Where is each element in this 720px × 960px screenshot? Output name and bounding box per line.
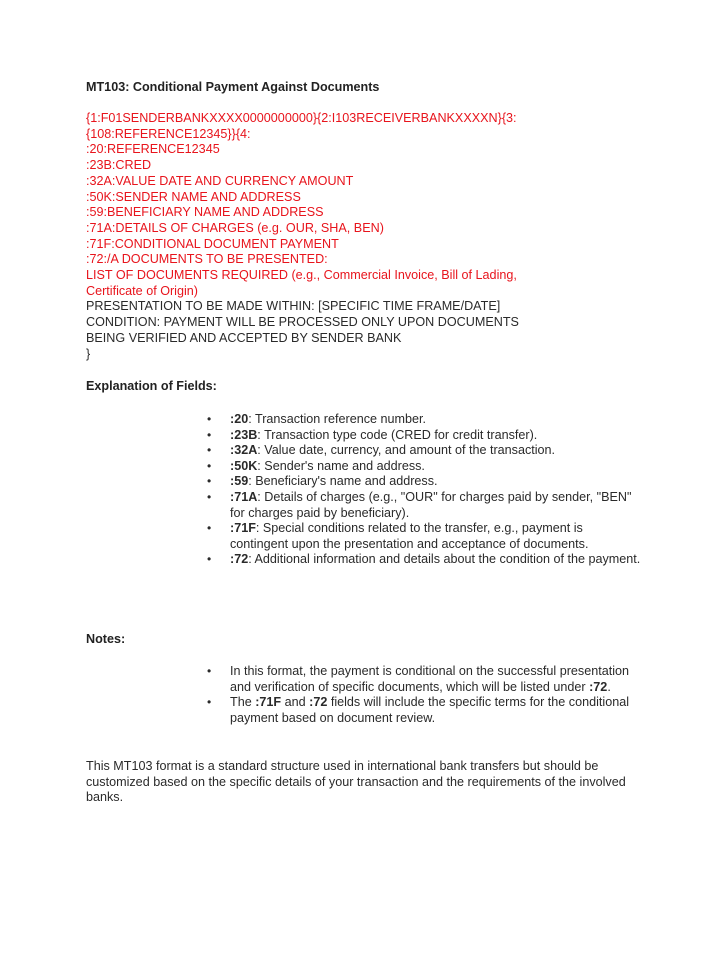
field-description: : Sender's name and address. (257, 458, 425, 473)
field-code: :23B (230, 427, 258, 442)
swift-line: PRESENTATION TO BE MADE WITHIN: [SPECIFIC TIME FRAME/DATE] (86, 299, 501, 314)
swift-line: Certificate of Origin) (86, 283, 198, 298)
explanation-heading: Explanation of Fields: (86, 379, 217, 393)
note-text: fields will include the specific terms for the conditional payment based on document review. (230, 695, 630, 725)
fields-list (204, 412, 644, 568)
list-item (204, 521, 644, 552)
list-item (204, 695, 644, 726)
swift-line: LIST OF DOCUMENTS REQUIRED (e.g., Commercial Invoice, Bill of Lading, (86, 268, 517, 283)
bullet-icon: • (207, 552, 212, 567)
field-description: : Details of charges (e.g., "OUR" for charges paid by sender, "BEN" for charges paid by beneficiary). (230, 489, 632, 520)
list-item (204, 428, 644, 444)
field-code: :71F (230, 521, 256, 536)
list-item (204, 459, 644, 475)
swift-message-block (86, 111, 626, 362)
swift-line: :71F:CONDITIONAL DOCUMENT PAYMENT (86, 236, 339, 251)
swift-line: :20:REFERENCE12345 (86, 142, 220, 157)
field-description: : Transaction type code (CRED for credit transfer). (257, 427, 538, 442)
field-code: :72 (309, 695, 328, 710)
swift-line: } (86, 346, 91, 361)
bullet-icon: • (207, 664, 212, 678)
field-code: :72 (230, 552, 249, 567)
bullet-icon: • (207, 427, 212, 442)
field-description: : Beneficiary's name and address. (248, 474, 438, 489)
note-text: In this format, the payment is conditional on the successful presentation and verification of specific documents, which will be listed under (230, 664, 630, 694)
note-text: The (230, 695, 256, 710)
swift-line: BEING VERIFIED AND ACCEPTED BY SENDER BANK (86, 330, 402, 345)
list-item (204, 412, 644, 428)
swift-line: :23B:CRED (86, 158, 152, 173)
notes-list (204, 664, 644, 726)
field-code: :20 (230, 412, 249, 426)
bullet-icon: • (207, 695, 212, 710)
field-code: :71A (230, 489, 258, 504)
swift-line: :72:/A DOCUMENTS TO BE PRESENTED: (86, 252, 328, 267)
notes-heading: Notes: (86, 632, 126, 646)
field-description: : Special conditions related to the transfer, e.g., payment is contingent upon the presentation and acceptance of documents. (230, 521, 589, 551)
field-code: :32A (230, 443, 258, 458)
swift-line: {1:F01SENDERBANKXXXX0000000000}{2:I103RECEIVERBANKXXXXN}{3: (86, 111, 517, 125)
field-description: : Transaction reference number. (248, 412, 427, 426)
field-code: :59 (230, 474, 249, 489)
field-description: : Additional information and details about the condition of the payment. (248, 552, 641, 567)
swift-line: :59:BENEFICIARY NAME AND ADDRESS (86, 205, 324, 220)
swift-line: :32A:VALUE DATE AND CURRENCY AMOUNT (86, 173, 354, 188)
bullet-icon: • (207, 489, 212, 504)
list-item (204, 552, 644, 568)
swift-line: {108:REFERENCE12345}}{4: (86, 126, 251, 141)
bullet-icon: • (207, 443, 212, 458)
bullet-icon: • (207, 412, 212, 426)
note-text: and (281, 695, 310, 710)
field-code: :50K (230, 458, 258, 473)
list-item (204, 490, 644, 521)
bullet-icon: • (207, 521, 212, 536)
swift-line: CONDITION: PAYMENT WILL BE PROCESSED ONLY UPON DOCUMENTS (86, 315, 519, 330)
swift-line: :71A:DETAILS OF CHARGES (e.g. OUR, SHA, BEN) (86, 220, 384, 235)
document-title: MT103: Conditional Payment Against Documents (86, 80, 380, 94)
closing-paragraph: This MT103 format is a standard structure used in international bank transfers but should be customized based on the specific details of your transaction and the requirements of the involved banks. (86, 759, 626, 805)
note-text: . (607, 679, 611, 694)
list-item (204, 443, 644, 459)
field-description: : Value date, currency, and amount of the transaction. (257, 443, 556, 458)
bullet-icon: • (207, 458, 212, 473)
list-item (204, 664, 644, 695)
bullet-icon: • (207, 474, 212, 489)
swift-line: :50K:SENDER NAME AND ADDRESS (86, 189, 301, 204)
field-code: :71F (255, 695, 282, 710)
list-item (204, 474, 644, 490)
field-code: :72 (589, 679, 608, 694)
